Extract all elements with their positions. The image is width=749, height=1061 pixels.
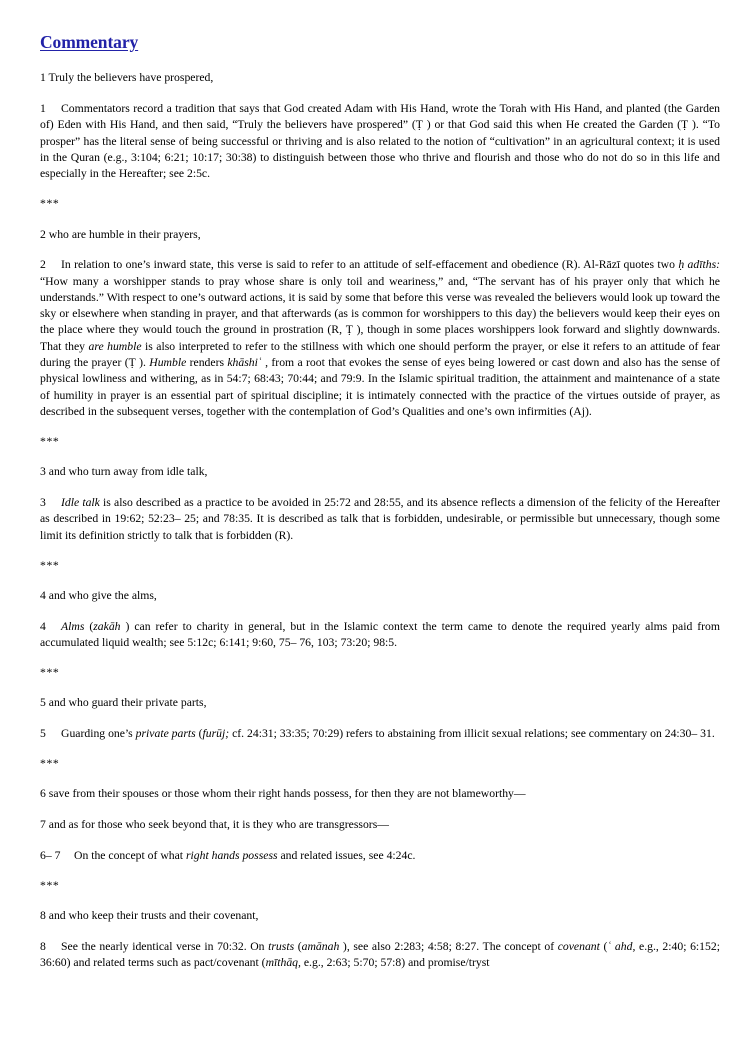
verse-line: 5 and who guard their private parts, [40,696,207,710]
commentary-number: 2 [40,258,46,272]
page-title: Commentary [40,32,139,52]
section-divider: *** [40,435,60,449]
commentary-paragraph [40,726,720,742]
verse-line: 6 save from their spouses or those whom their right hands possess, for then they are not blameworthy— [40,787,526,801]
commentary-paragraph [40,619,720,652]
commentary-text: On the concept of what right hands possess and related issues, see 4:24c. [74,848,416,862]
verse-line: 3 and who turn away from idle talk, [40,465,208,479]
section-divider: *** [40,558,60,572]
commentary-number: 1 [40,101,46,115]
commentary-number: 3 [40,496,46,510]
commentary-paragraph [40,101,720,183]
section-divider: *** [40,666,60,680]
commentary-number: 6– 7 [40,848,61,862]
commentary-paragraph [40,848,720,864]
verse-line: 1 Truly the believers have prospered, [40,71,214,85]
section-divider: *** [40,757,60,771]
commentary-paragraph [40,939,720,972]
verse-line: 8 and who keep their trusts and their covenant, [40,909,259,923]
commentary-text: Guarding one’s private parts (furūj; cf. 24:31; 33:35; 70:29) refers to abstaining from illicit sexual relations; see commentary on 24:30– 31. [61,726,715,740]
commentary-number: 4 [40,619,46,633]
commentary-paragraph [40,257,720,420]
section-divider: *** [40,197,60,211]
verse-line: 7 and as for those who seek beyond that, it is they who are transgressors— [40,818,389,831]
commentary-paragraph [40,495,720,544]
commentary-text: In relation to one’s inward state, this verse is said to refer to an attitude of self-effacement and obedience (R). Al-Rāzī quotes two ḥ adīths: “How many a worshipper stands to pray whose share is only toil and weariness,” and, “The servant has of his prayer only that which he understands.” With respect to one’s outward actions, it is said by some that before this verse was revealed the believers would look up toward the sky or elsewhere when standing in prayer, and that afterwards (as is common for worshippers to this day) the believers would keep their eyes on the place where they would touch the ground in prostration (R, Ṭ ), though in some places worshippers look forward and slightly downwards. That they are humble is also interpreted to refer to the stillness with which one should perform the prayer, or else it refers to an attitude of fear during the prayer (Ṭ ). Humble renders khāshiʿ , from a root that evokes the sense of eyes being lowered or cast down and also has the sense of physical lowliness and withering, as in 54:7; 68:43; 70:44; and 79:9. In the Islamic spiritual tradition, the attainment and maintenance of a state of humility in prayer is an essential part of spiritual discipline; it is intimately connected with the practice of the virtues outside of prayer, as described in the subsequent verses, together with the contemplation of God’s Qualities and one’s own infirmities (Aj). [40,258,721,418]
commentary-text: Alms (zakāh ) can refer to charity in general, but in the Islamic context the term came to denote the required yearly alms paid from accumulated liquid wealth; see 5:12c; 6:141; 9:60, 75– 76, 103; 73:20; 98:5. [40,619,720,649]
section-divider: *** [40,878,60,892]
commentary-text: See the nearly identical verse in 70:32. On trusts (amānah ), see also 2:283; 4:58; 8:27. The concept of covenant (ʿ ahd, e.g., 2:40; 6:152; 36:60) and related terms such as pact/covenant (mīthāq, e.g., 2:63; 5:70; 57:8) and promise/tryst [40,939,720,969]
verse-line: 2 who are humble in their prayers, [40,227,201,241]
commentary-number: 5 [40,726,46,740]
verse-line: 4 and who give the alms, [40,588,157,602]
commentary-text: Commentators record a tradition that says that God created Adam with His Hand, wrote the Torah with His Hand, and planted (the Garden of) Eden with His Hand, and then said, “Truly the believers have prospered” (Ṭ ) or that God said this when He created the Garden (Ṭ ). “To prosper” has the literal sense of being successful or thriving and is also related to the notion of “cultivation” in an agricultural context; it is used in the Quran (e.g., 3:104; 6:21; 10:17; 30:38) to distinguish between those who thrive and flourish and those who do not do so in this life and especially in the Hereafter; see 2:5c. [40,101,720,181]
commentary-text: Idle talk is also described as a practice to be avoided in 25:72 and 28:55, and its absence reflects a dimension of the felicity of the Hereafter as described in 19:62; 52:23– 25; and 78:35. It is described as talk that is forbidden, undesirable, or permissible but unnecessary, though some limit its definition strictly to talk that is forbidden (R). [40,496,720,542]
commentary-number: 8 [40,939,46,953]
